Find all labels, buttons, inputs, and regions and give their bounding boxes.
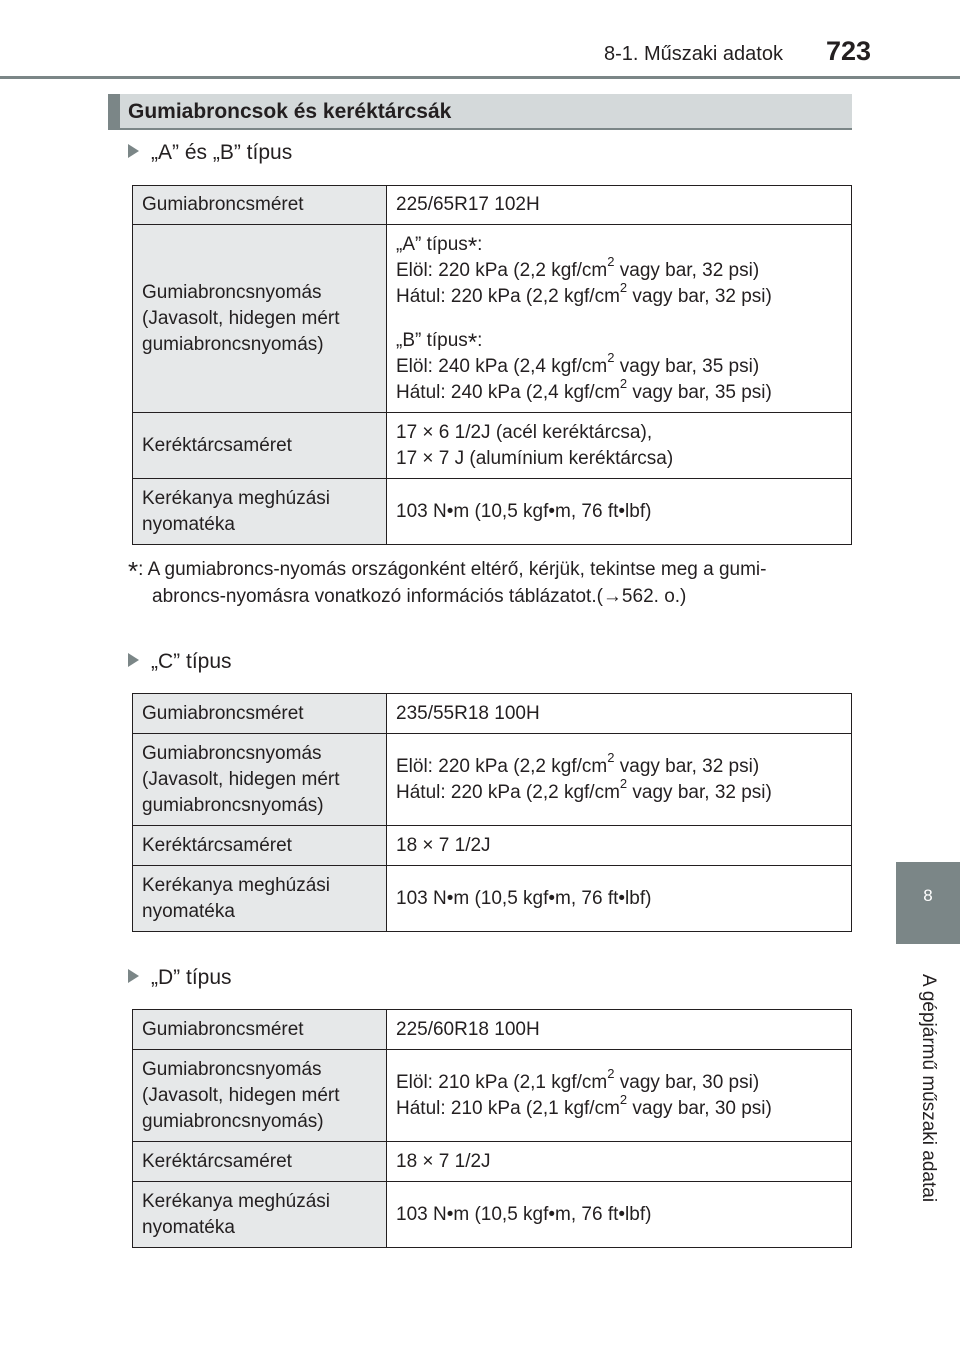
value-cell: 18 × 7 1/2J: [387, 1142, 852, 1182]
type-label-a-b: [128, 141, 292, 165]
table-row: [133, 1050, 852, 1142]
table-row: [133, 866, 852, 932]
table-row: [133, 413, 852, 479]
label-cell: Gumiabroncsnyomás (Javasolt, hidegen mért gumiabroncsnyomás): [133, 1050, 387, 1142]
label-cell: Keréktárcsaméret: [133, 413, 387, 479]
type-label-text: „C” típus: [151, 650, 232, 673]
type-label-text: „D” típus: [151, 966, 232, 989]
footnote-line: abroncs-nyomásra vonatkozó információs táblázatot.(→562. o.): [152, 586, 687, 607]
triangle-bullet-icon: [128, 969, 139, 983]
pressure-line: Elöl: 210 kPa (2,1 kgf/$cm^2$ vagy bar, 30 psi): [396, 1066, 760, 1093]
value-cell: [387, 734, 852, 826]
table-row: [133, 1010, 852, 1050]
label-cell: Gumiabroncsméret: [133, 1010, 387, 1050]
label-cell: Gumiabroncsnyomás (Javasolt, hidegen mért gumiabroncsnyomás): [133, 225, 387, 413]
table-row: [133, 694, 852, 734]
label-cell: Kerékanya meghúzási nyomatéka: [133, 479, 387, 545]
spec-table-a-b: [132, 185, 852, 545]
value-cell: 103 N•m (10,5 kgf•m, 76 ft•lbf): [387, 866, 852, 932]
pressure-line: Hátul: 240 kPa (2,4 kgf/$cm^2$ vagy bar, 35 psi): [396, 376, 772, 403]
type-label-c: [128, 650, 232, 674]
value-cell: [387, 1050, 852, 1142]
triangle-bullet-icon: [128, 653, 139, 667]
value-cell: 235/55R18 100H: [387, 694, 852, 734]
label-cell: Keréktárcsaméret: [133, 1142, 387, 1182]
table-row: [133, 734, 852, 826]
value-cell: 103 N•m (10,5 kgf•m, 76 ft•lbf): [387, 1182, 852, 1248]
section-title: Gumiabroncsok és keréktárcsák: [128, 100, 452, 123]
table-row: [133, 1142, 852, 1182]
chapter-tab: [896, 862, 960, 944]
chapter-number: 8: [923, 886, 933, 905]
label-cell: Gumiabroncsnyomás (Javasolt, hidegen mért gumiabroncsnyomás): [133, 734, 387, 826]
spec-table-d: [132, 1009, 852, 1248]
pressure-line: Hátul: 210 kPa (2,1 kgf/$cm^2$ vagy bar, 30 psi): [396, 1092, 772, 1119]
sub-type-b-heading: „B” típus*:: [396, 328, 483, 356]
type-label-d: [128, 966, 232, 990]
value-cell: 103 N•m (10,5 kgf•m, 76 ft•lbf): [387, 479, 852, 545]
type-label-text: „A” és „B” típus: [151, 141, 293, 164]
label-cell: Kerékanya meghúzási nyomatéka: [133, 866, 387, 932]
spec-table-c: [132, 693, 852, 932]
table-row: [133, 826, 852, 866]
triangle-bullet-icon: [128, 144, 139, 158]
sub-type-a-heading: „A” típus*:: [396, 232, 483, 260]
header-title: 8-1. Műszaki adatok: [604, 43, 783, 65]
value-cell: 225/60R18 100H: [387, 1010, 852, 1050]
tire-size-value: 225/65R17 102H: [396, 194, 540, 215]
pressure-line: Hátul: 220 kPa (2,2 kgf/$cm^2$ vagy bar, 32 psi): [396, 776, 772, 803]
value-cell: [387, 186, 852, 225]
value-cell: 18 × 7 1/2J: [387, 826, 852, 866]
footnote: [128, 556, 852, 610]
table-row: [133, 1182, 852, 1248]
table-row: [133, 186, 852, 225]
page-number: 723: [826, 36, 872, 66]
table-row: [133, 479, 852, 545]
chapter-title-vertical: A gépjármű műszaki adatai: [918, 973, 939, 1203]
label-cell: Gumiabroncsméret: [133, 186, 387, 225]
pressure-line: Elöl: 240 kPa (2,4 kgf/$cm^2$ vagy bar, 35 psi): [396, 350, 760, 377]
label-cell: Gumiabroncsméret: [133, 694, 387, 734]
pressure-line: Hátul: 220 kPa (2,2 kgf/$cm^2$ vagy bar, 32 psi): [396, 280, 772, 307]
label-cell: Keréktárcsaméret: [133, 826, 387, 866]
value-cell: [387, 225, 852, 413]
label-cell: Kerékanya meghúzási nyomatéka: [133, 1182, 387, 1248]
value-cell: 17 × 6 1/2J (acél keréktárcsa), 17 × 7 J (alumínium keréktárcsa): [387, 413, 852, 479]
section-accent: [108, 94, 120, 128]
pressure-line: Elöl: 220 kPa (2,2 kgf/$cm^2$ vagy bar, 32 psi): [396, 750, 760, 777]
section-heading-bar: [108, 94, 852, 130]
table-row: [133, 225, 852, 413]
footnote-line: *: A gumiabroncs-nyomás országonként eltérő, kérjük, tekintse meg a gumi-: [128, 556, 767, 586]
header-rule: [0, 76, 960, 79]
pressure-line: Elöl: 220 kPa (2,2 kgf/$cm^2$ vagy bar, 32 psi): [396, 254, 760, 281]
